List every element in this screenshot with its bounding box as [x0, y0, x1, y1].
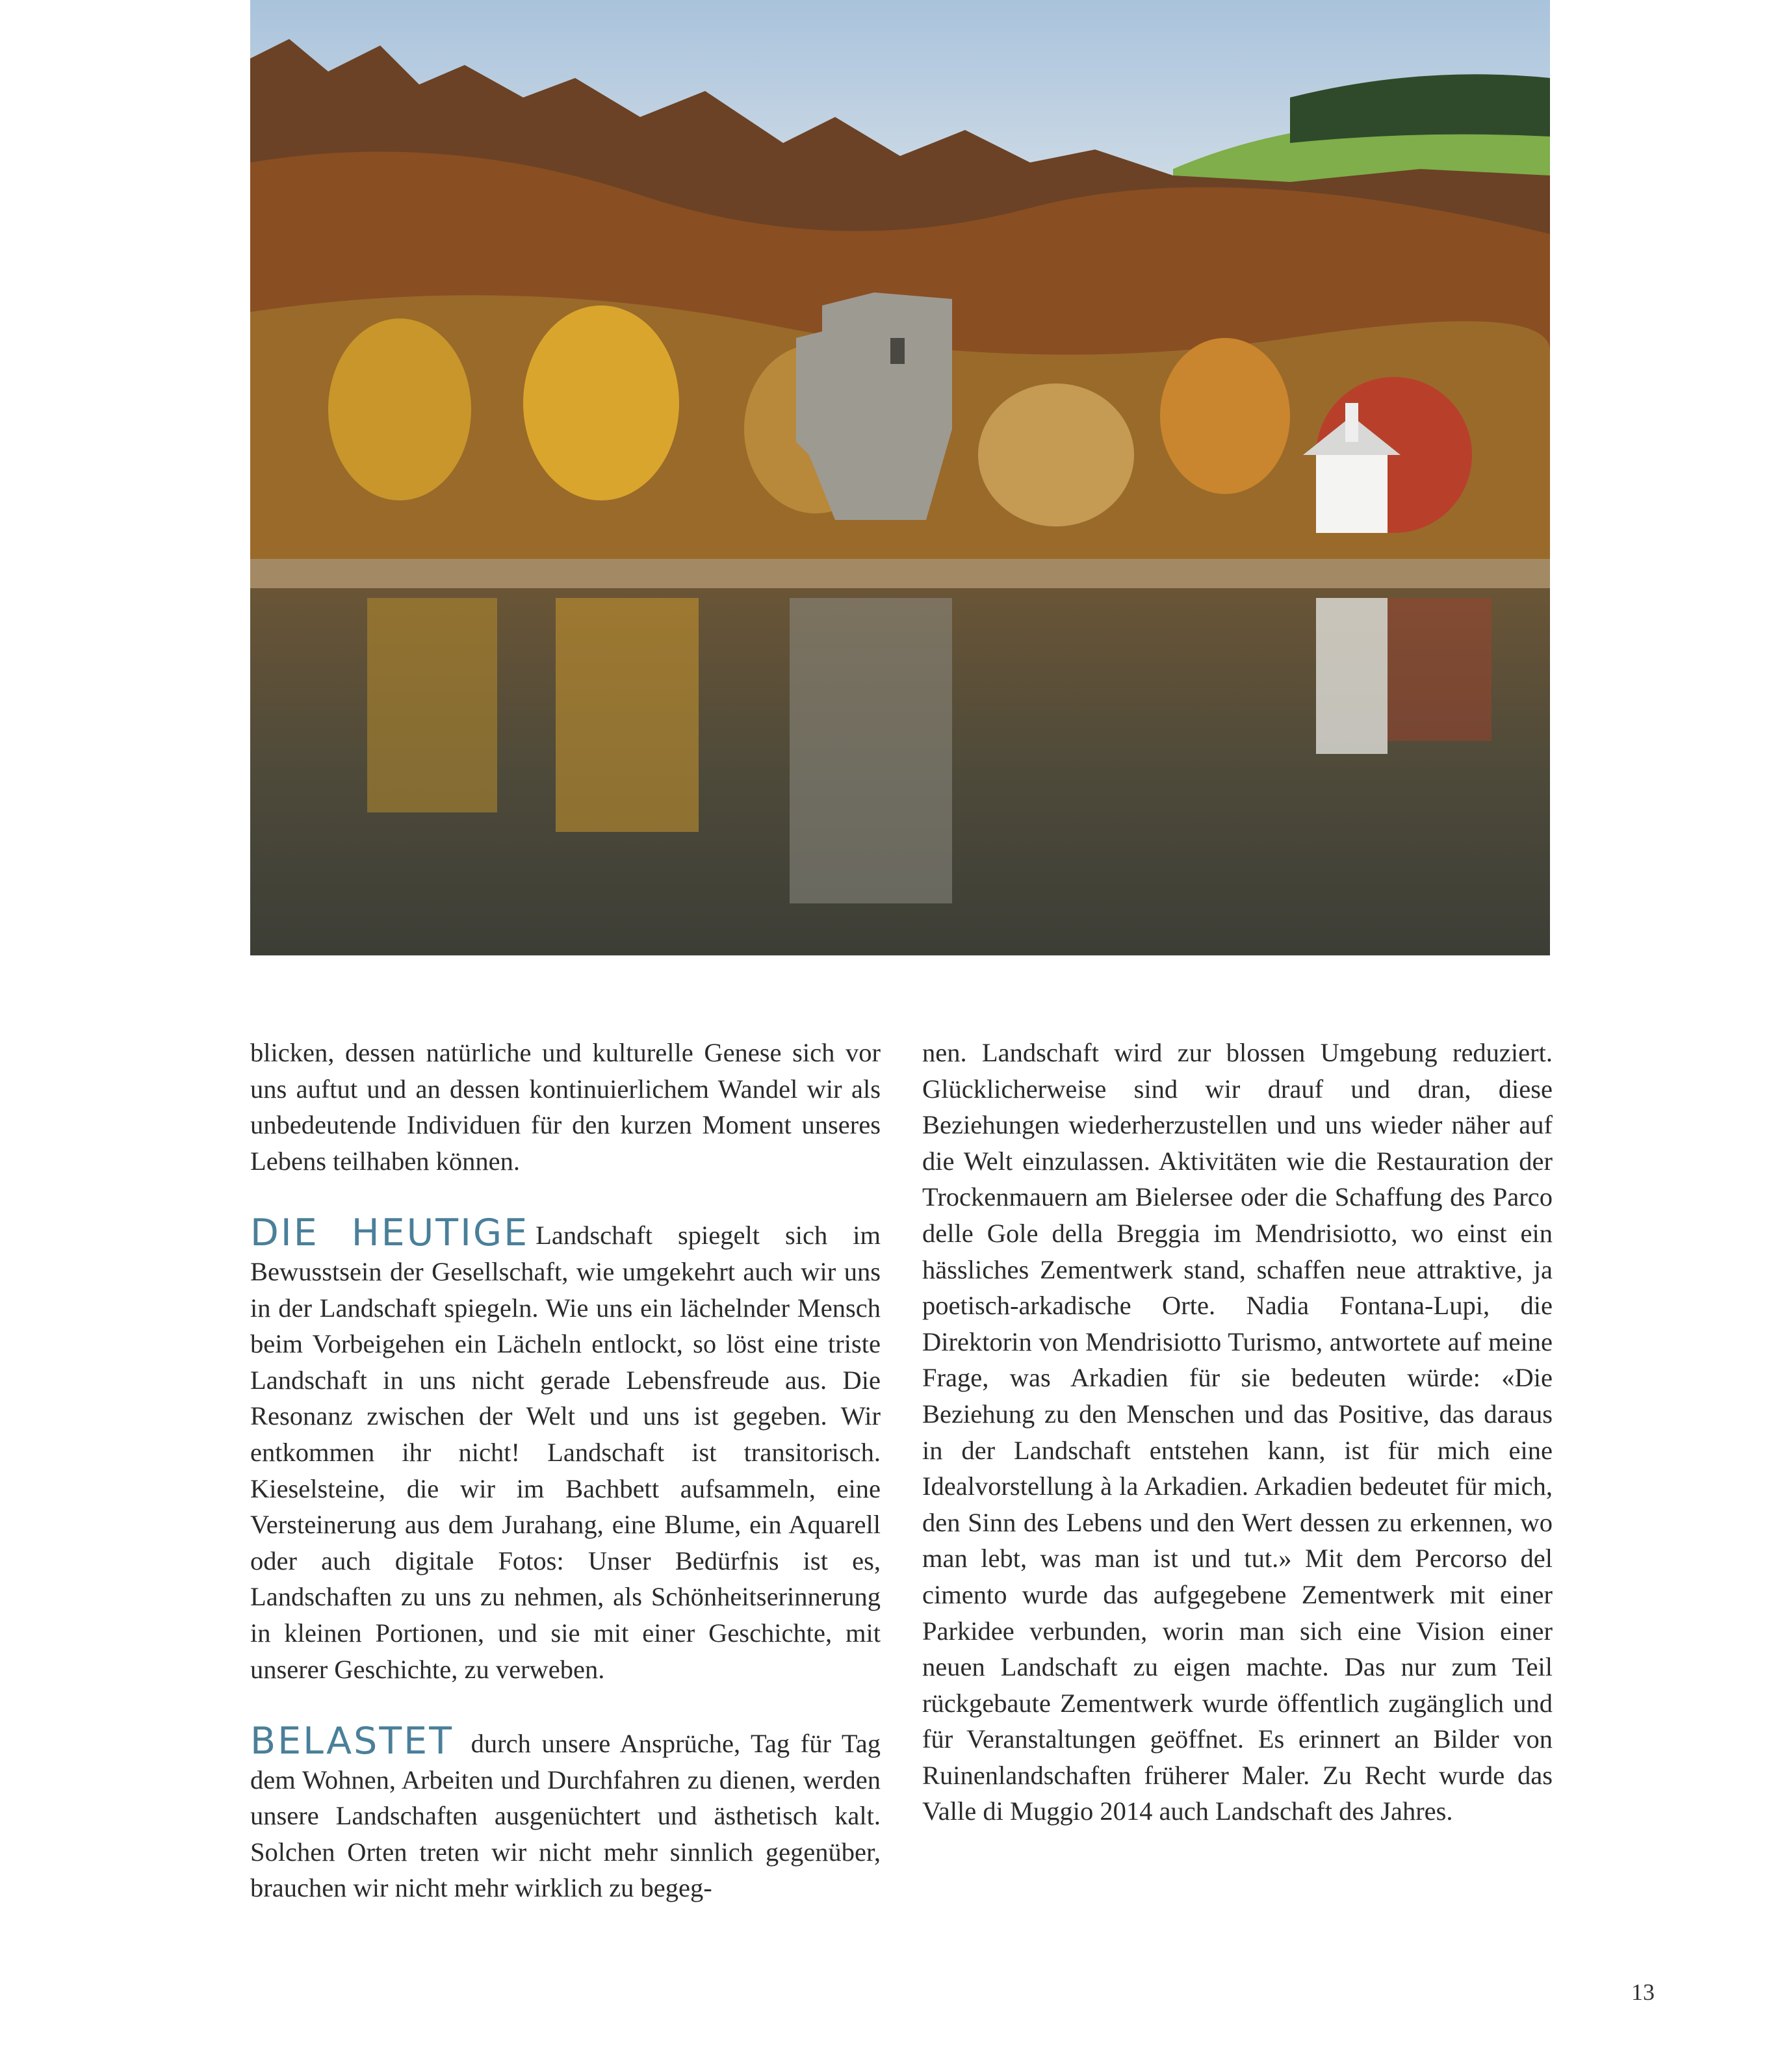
landscape-photo-icon — [250, 0, 1550, 955]
lead-belastet: BELASTET — [250, 1720, 454, 1763]
page-number: 13 — [1631, 1979, 1655, 2005]
lead-die-heutige: DIE HEUTIGE — [250, 1211, 530, 1255]
left-paragraph-2: DIE HEUTIGE Landschaft spiegelt sich im Bewusstsein der Gesellschaft, wie umgekehrt auch wir uns in der Landschaft spiegeln. Wie uns ein lächelnder Mensch beim Vorbeigehen ein Lächeln entlockt, so löst eine triste Landschaft in uns nicht gerade Lebensfreude aus. Die Resonanz zwischen der Welt und uns ist gegeben. Wir entkommen ihr nicht! Landschaft ist transitorisch. Kieselsteine, die wir im Bachbett aufsammeln, eine Versteinerung aus dem Jurahang, eine Blume, ein Aquarell oder auch digitale Fotos: Unser Bedürfnis ist es, Landschaften zu uns zu nehmen, als Schönheitserinnerung in kleinen Portionen, und sie mit einer Geschichte, mit unserer Geschichte, zu verweben. — [250, 1211, 881, 1684]
left-paragraph-1: blicken, dessen natürliche und kulturelle Genese sich vor uns auftut und an dessen kontinuierlichem Wandel wir als unbedeutende Individuen für den kurzen Moment unseres Lebens teilhaben können. — [250, 1038, 881, 1176]
left-paragraph-3: BELASTET durch unsere Ansprüche, Tag für Tag dem Wohnen, Arbeiten und Durchfahren zu dienen, werden unsere Landschaften ausgenüchtert und ästhetisch kalt. Solchen Orten treten wir nicht mehr sinnlich gegenüber, brauchen wir nicht mehr wirklich zu begeg- — [250, 1720, 881, 1903]
right-paragraph-1: nen. Landschaft wird zur blossen Umgebung reduziert. Glücklicherweise sind wir drauf und dran, diese Beziehungen wiederherzustellen und uns wieder näher auf die Welt einzulassen. Aktivitäten wie die Restauration der Trockenmauern am Bielersee oder die Schaffung des Parco delle Gole della Breggia im Mendrisiotto, wo einst ein hässliches Zementwerk stand, schaffen neue attraktive, ja poetisch-arkadische Orte. Nadia Fontana-Lupi, die Direktorin von Mendrisiotto Turismo, antwortete auf meine Frage, was Arkadien für sie bedeuten würde: «Die Beziehung zu den Menschen und das Positive, das daraus in der Landschaft entstehen kann, ist für mich eine Idealvorstellung à la Arkadien. Arkadien bedeutet für mich, den Sinn des Lebens und den Wert dessen zu erkennen, wo man lebt, was man ist und tut.» Mit dem Percorso del cimento wurde das aufgegebene Zementwerk mit einer Parkidee verbunden, worin man sich eine Vision einer neuen Landschaft zu eigen machte. Das nur zum Teil rückgebaute Zementwerk wurde öffentlich zugänglich und für Veranstaltungen geöffnet. Es erinnert an Bilder von Ruinenlandschaften früherer Maler. Zu Recht wurde das Valle di Muggio 2014 auch Landschaft des Jahres. — [922, 1038, 1553, 1826]
landscape-photo — [250, 0, 1550, 955]
left-column — [250, 1035, 881, 1906]
right-column — [922, 1035, 1553, 1830]
